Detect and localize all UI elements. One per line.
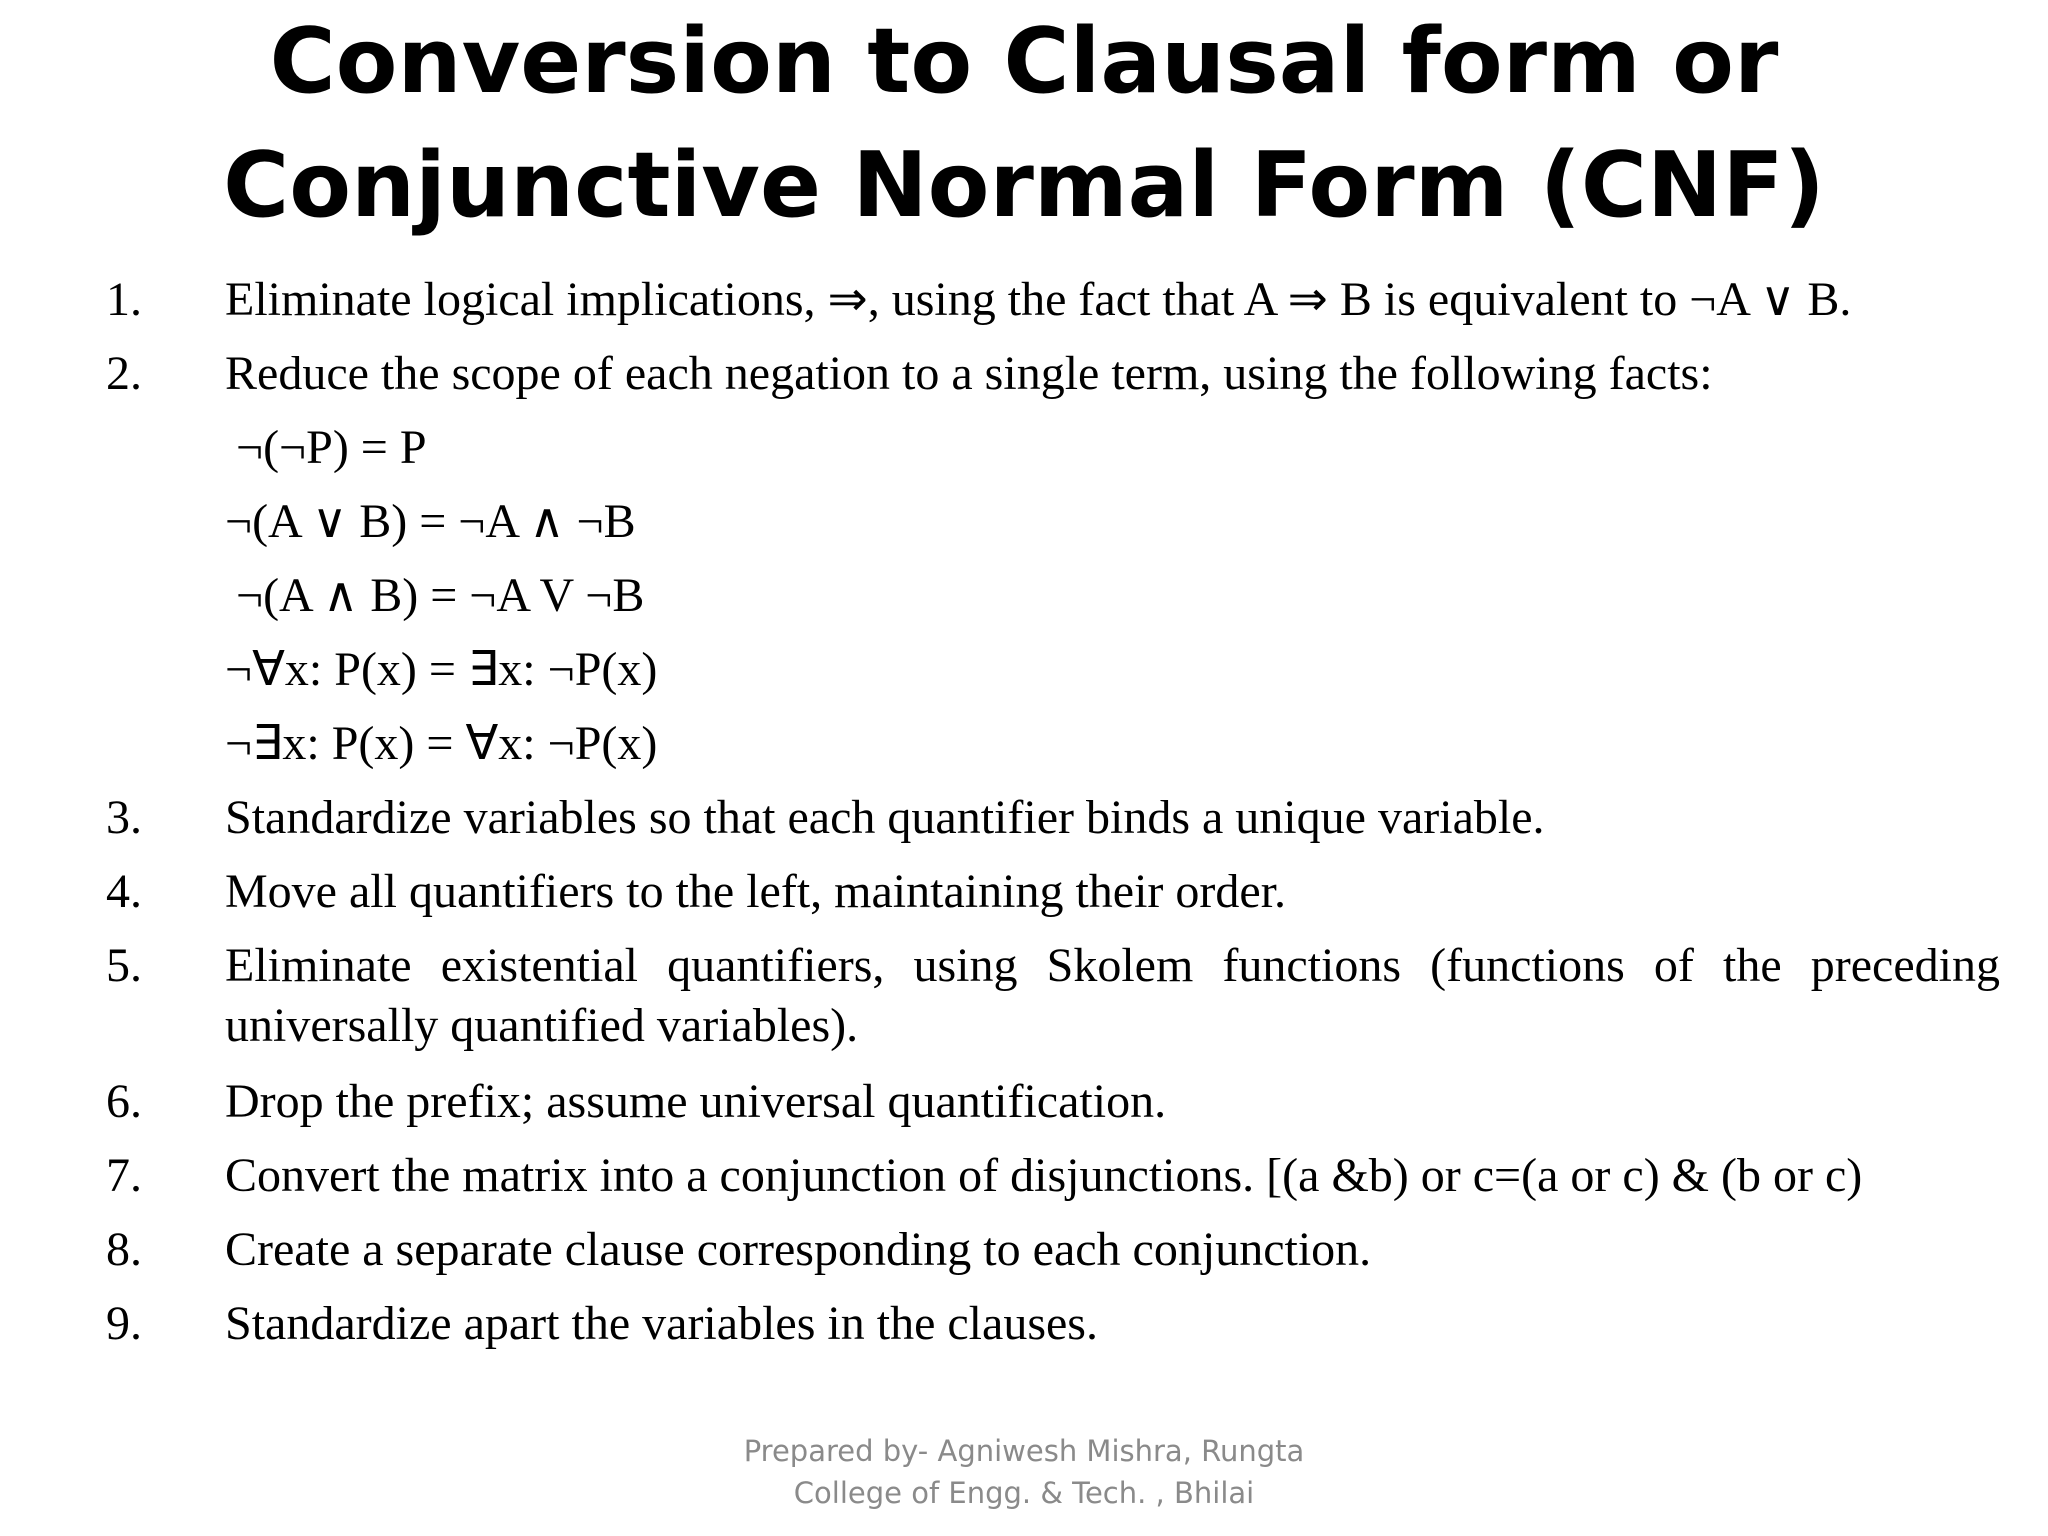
slide-title: [0, 0, 2048, 248]
step-number: 9.: [106, 1297, 142, 1350]
step-number: 5.: [106, 939, 142, 992]
fact-text: ¬∃x: P(x) = ∀x: ¬P(x): [225, 717, 658, 770]
step-text: Convert the matrix into a conjunction of disjunctions. [(a &b) or c=(a or c) & (b or c): [225, 1149, 1863, 1202]
step-number: 3.: [106, 791, 142, 844]
step-number: 4.: [106, 865, 142, 918]
step-text: Eliminate logical implications, ⇒, using the fact that A ⇒ B is equivalent to ¬A ∨ B.: [225, 273, 1852, 326]
step-number: 6.: [106, 1075, 142, 1128]
footer-line-2: College of Engg. & Tech. , Bhilai: [793, 1476, 1255, 1510]
step-number: 1.: [106, 273, 142, 326]
title-line-2: Conjunctive Normal Form (CNF): [223, 133, 1825, 238]
footer-line-1: Prepared by- Agniwesh Mishra, Rungta: [743, 1434, 1305, 1468]
step-text: Move all quantifiers to the left, maintaining their order.: [225, 865, 1287, 918]
step-text: Standardize apart the variables in the clauses.: [225, 1297, 1098, 1350]
step-text: Reduce the scope of each negation to a single term, using the following facts:: [225, 347, 1713, 400]
fact-text: ¬(A ∧ B) = ¬A V ¬B: [236, 569, 645, 622]
title-line-1: Conversion to Clausal form or: [269, 9, 1779, 114]
fact-text: ¬∀x: P(x) = ∃x: ¬P(x): [225, 643, 658, 696]
fact-text: ¬(¬P) = P: [236, 421, 427, 474]
step-text: Create a separate clause corresponding to each conjunction.: [225, 1223, 1372, 1276]
step-text: Eliminate existential quantifiers, using Skolem functions (functions of the preceding universally quantified variables).: [225, 939, 2000, 1052]
fact-text: ¬(A ∨ B) = ¬A ∧ ¬B: [225, 495, 636, 548]
step-text: Standardize variables so that each quantifier binds a unique variable.: [225, 791, 1545, 844]
step-text: Drop the prefix; assume universal quantification.: [225, 1075, 1167, 1128]
step-number: 8.: [106, 1223, 142, 1276]
step-number: 7.: [106, 1149, 142, 1202]
step-number: 2.: [106, 347, 142, 400]
footer-credit: [0, 1430, 2048, 1514]
